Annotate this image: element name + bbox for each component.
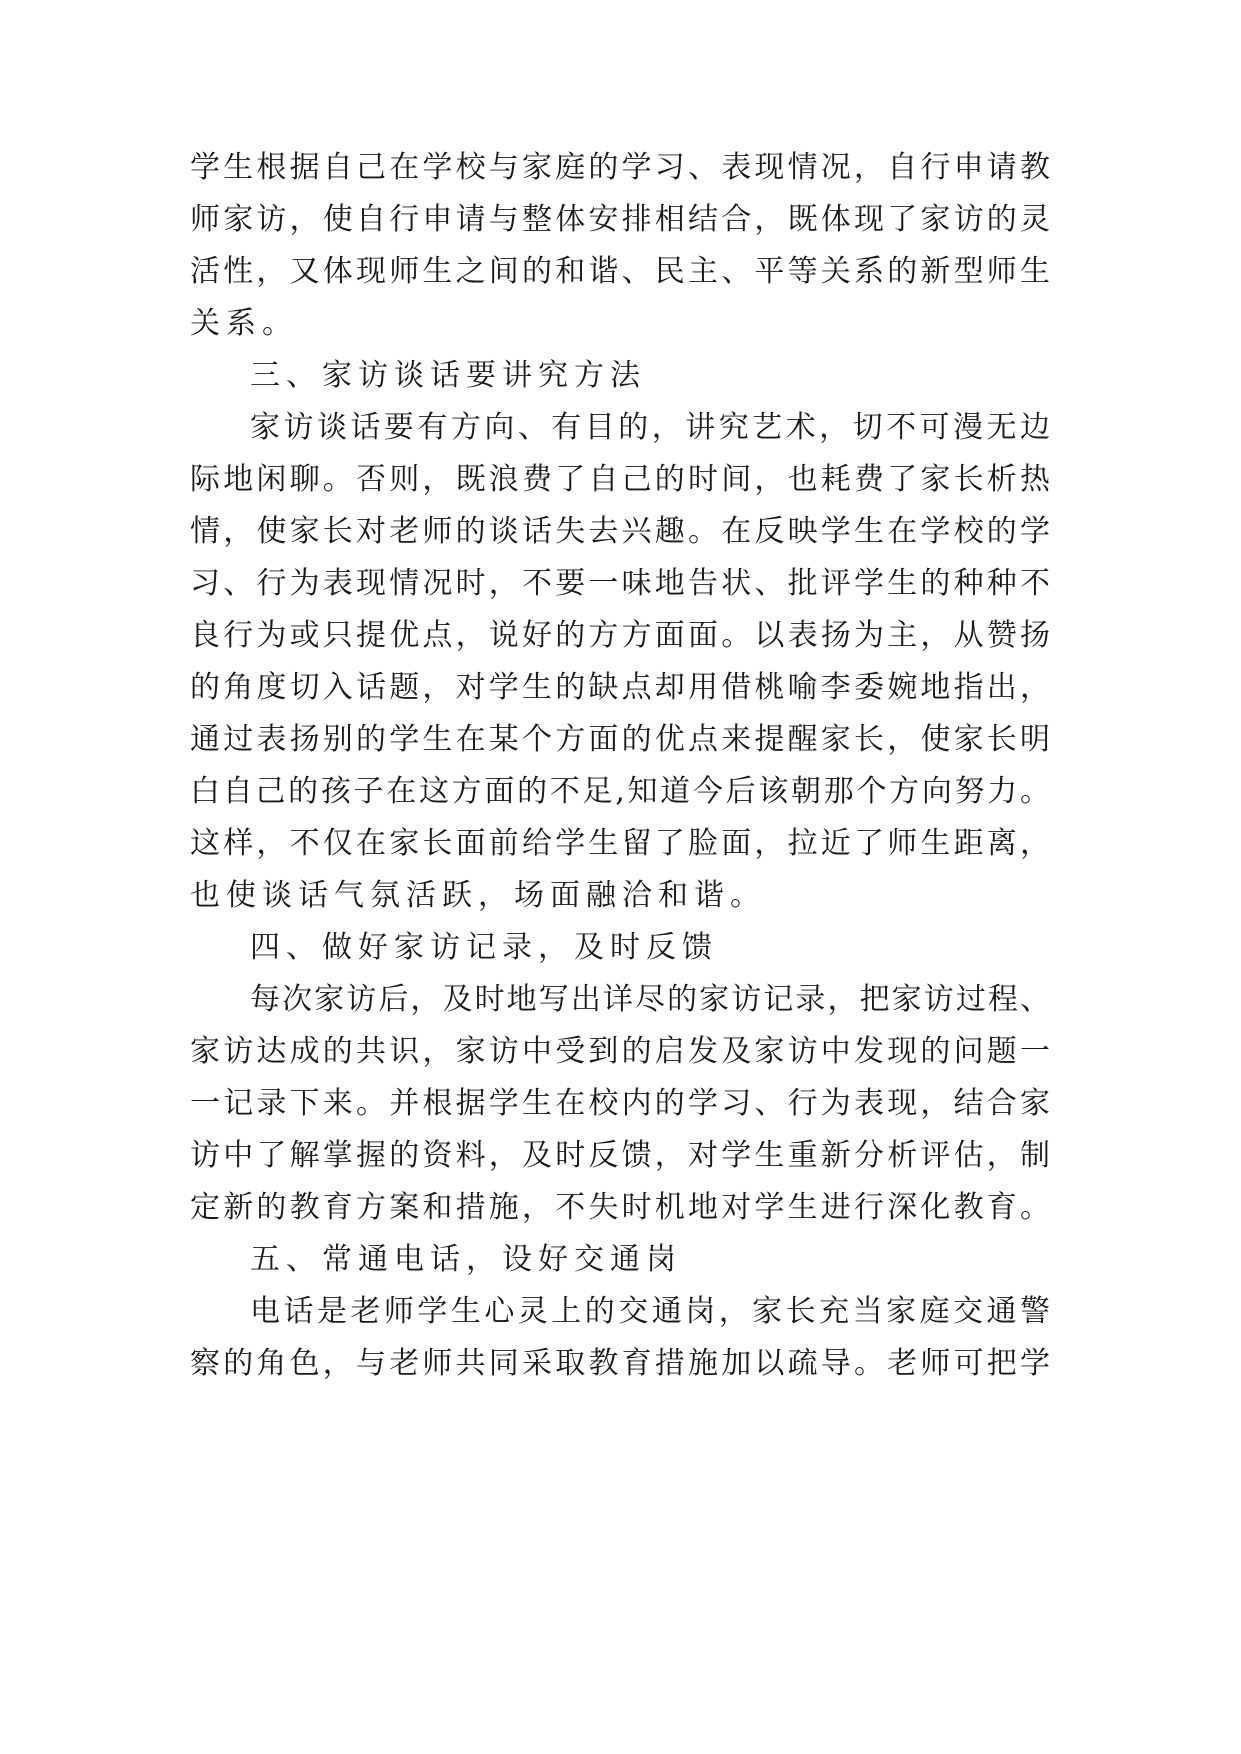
text-line-13: 白自己的孩子在这方面的不足,知道今后该朝那个方向努力。 [190, 774, 1050, 809]
text-line-24: 察的角色，与老师共同采取教育措施加以疏导。老师可把学 [190, 1346, 1050, 1381]
section-heading-5: 五、常通电话，设好交通岗 [250, 1242, 682, 1277]
text-line-23: 电话是老师学生心灵上的交通岗，家长充当家庭交通警 [250, 1294, 1050, 1329]
text-line-9: 习、行为表现情况时，不要一味地告状、批评学生的种种不 [190, 566, 1050, 601]
text-line-17: 每次家访后，及时地写出详尽的家访记录，把家访过程、 [250, 982, 1050, 1017]
text-line-15: 也使谈话气氛活跃，场面融洽和谐。 [190, 878, 766, 913]
text-line-4: 关系。 [190, 306, 298, 341]
text-line-1: 学生根据自己在学校与家庭的学习、表现情况，自行申请教 [190, 150, 1050, 185]
text-line-20: 访中了解掌握的资料，及时反馈，对学生重新分析评估，制 [190, 1138, 1050, 1173]
section-heading-4: 四、做好家访记录，及时反馈 [250, 930, 718, 965]
text-line-11: 的角度切入话题，对学生的缺点却用借桃喻李委婉地指出， [190, 670, 1050, 705]
text-line-18: 家访达成的共识，家访中受到的启发及家访中发现的问题一 [190, 1034, 1050, 1069]
text-line-3: 活性，又体现师生之间的和谐、民主、平等关系的新型师生 [190, 254, 1050, 289]
text-line-8: 情，使家长对老师的谈话失去兴趣。在反映学生在学校的学 [190, 514, 1050, 549]
text-line-2: 师家访，使自行申请与整体安排相结合，既体现了家访的灵 [190, 202, 1050, 237]
text-line-19: 一记录下来。并根据学生在校内的学习、行为表现，结合家 [190, 1086, 1050, 1121]
text-line-21: 定新的教育方案和措施，不失时机地对学生进行深化教育。 [190, 1190, 1050, 1225]
text-line-12: 通过表扬别的学生在某个方面的优点来提醒家长，使家长明 [190, 722, 1050, 757]
text-line-10: 良行为或只提优点，说好的方方面面。以表扬为主，从赞扬 [190, 618, 1050, 653]
section-heading-3: 三、家访谈话要讲究方法 [250, 358, 646, 393]
text-line-6: 家访谈话要有方向、有目的，讲究艺术，切不可漫无边 [250, 410, 1050, 445]
text-line-14: 这样，不仅在家长面前给学生留了脸面，拉近了师生距离， [190, 826, 1050, 861]
text-line-7: 际地闲聊。否则，既浪费了自己的时间，也耗费了家长析热 [190, 462, 1050, 497]
